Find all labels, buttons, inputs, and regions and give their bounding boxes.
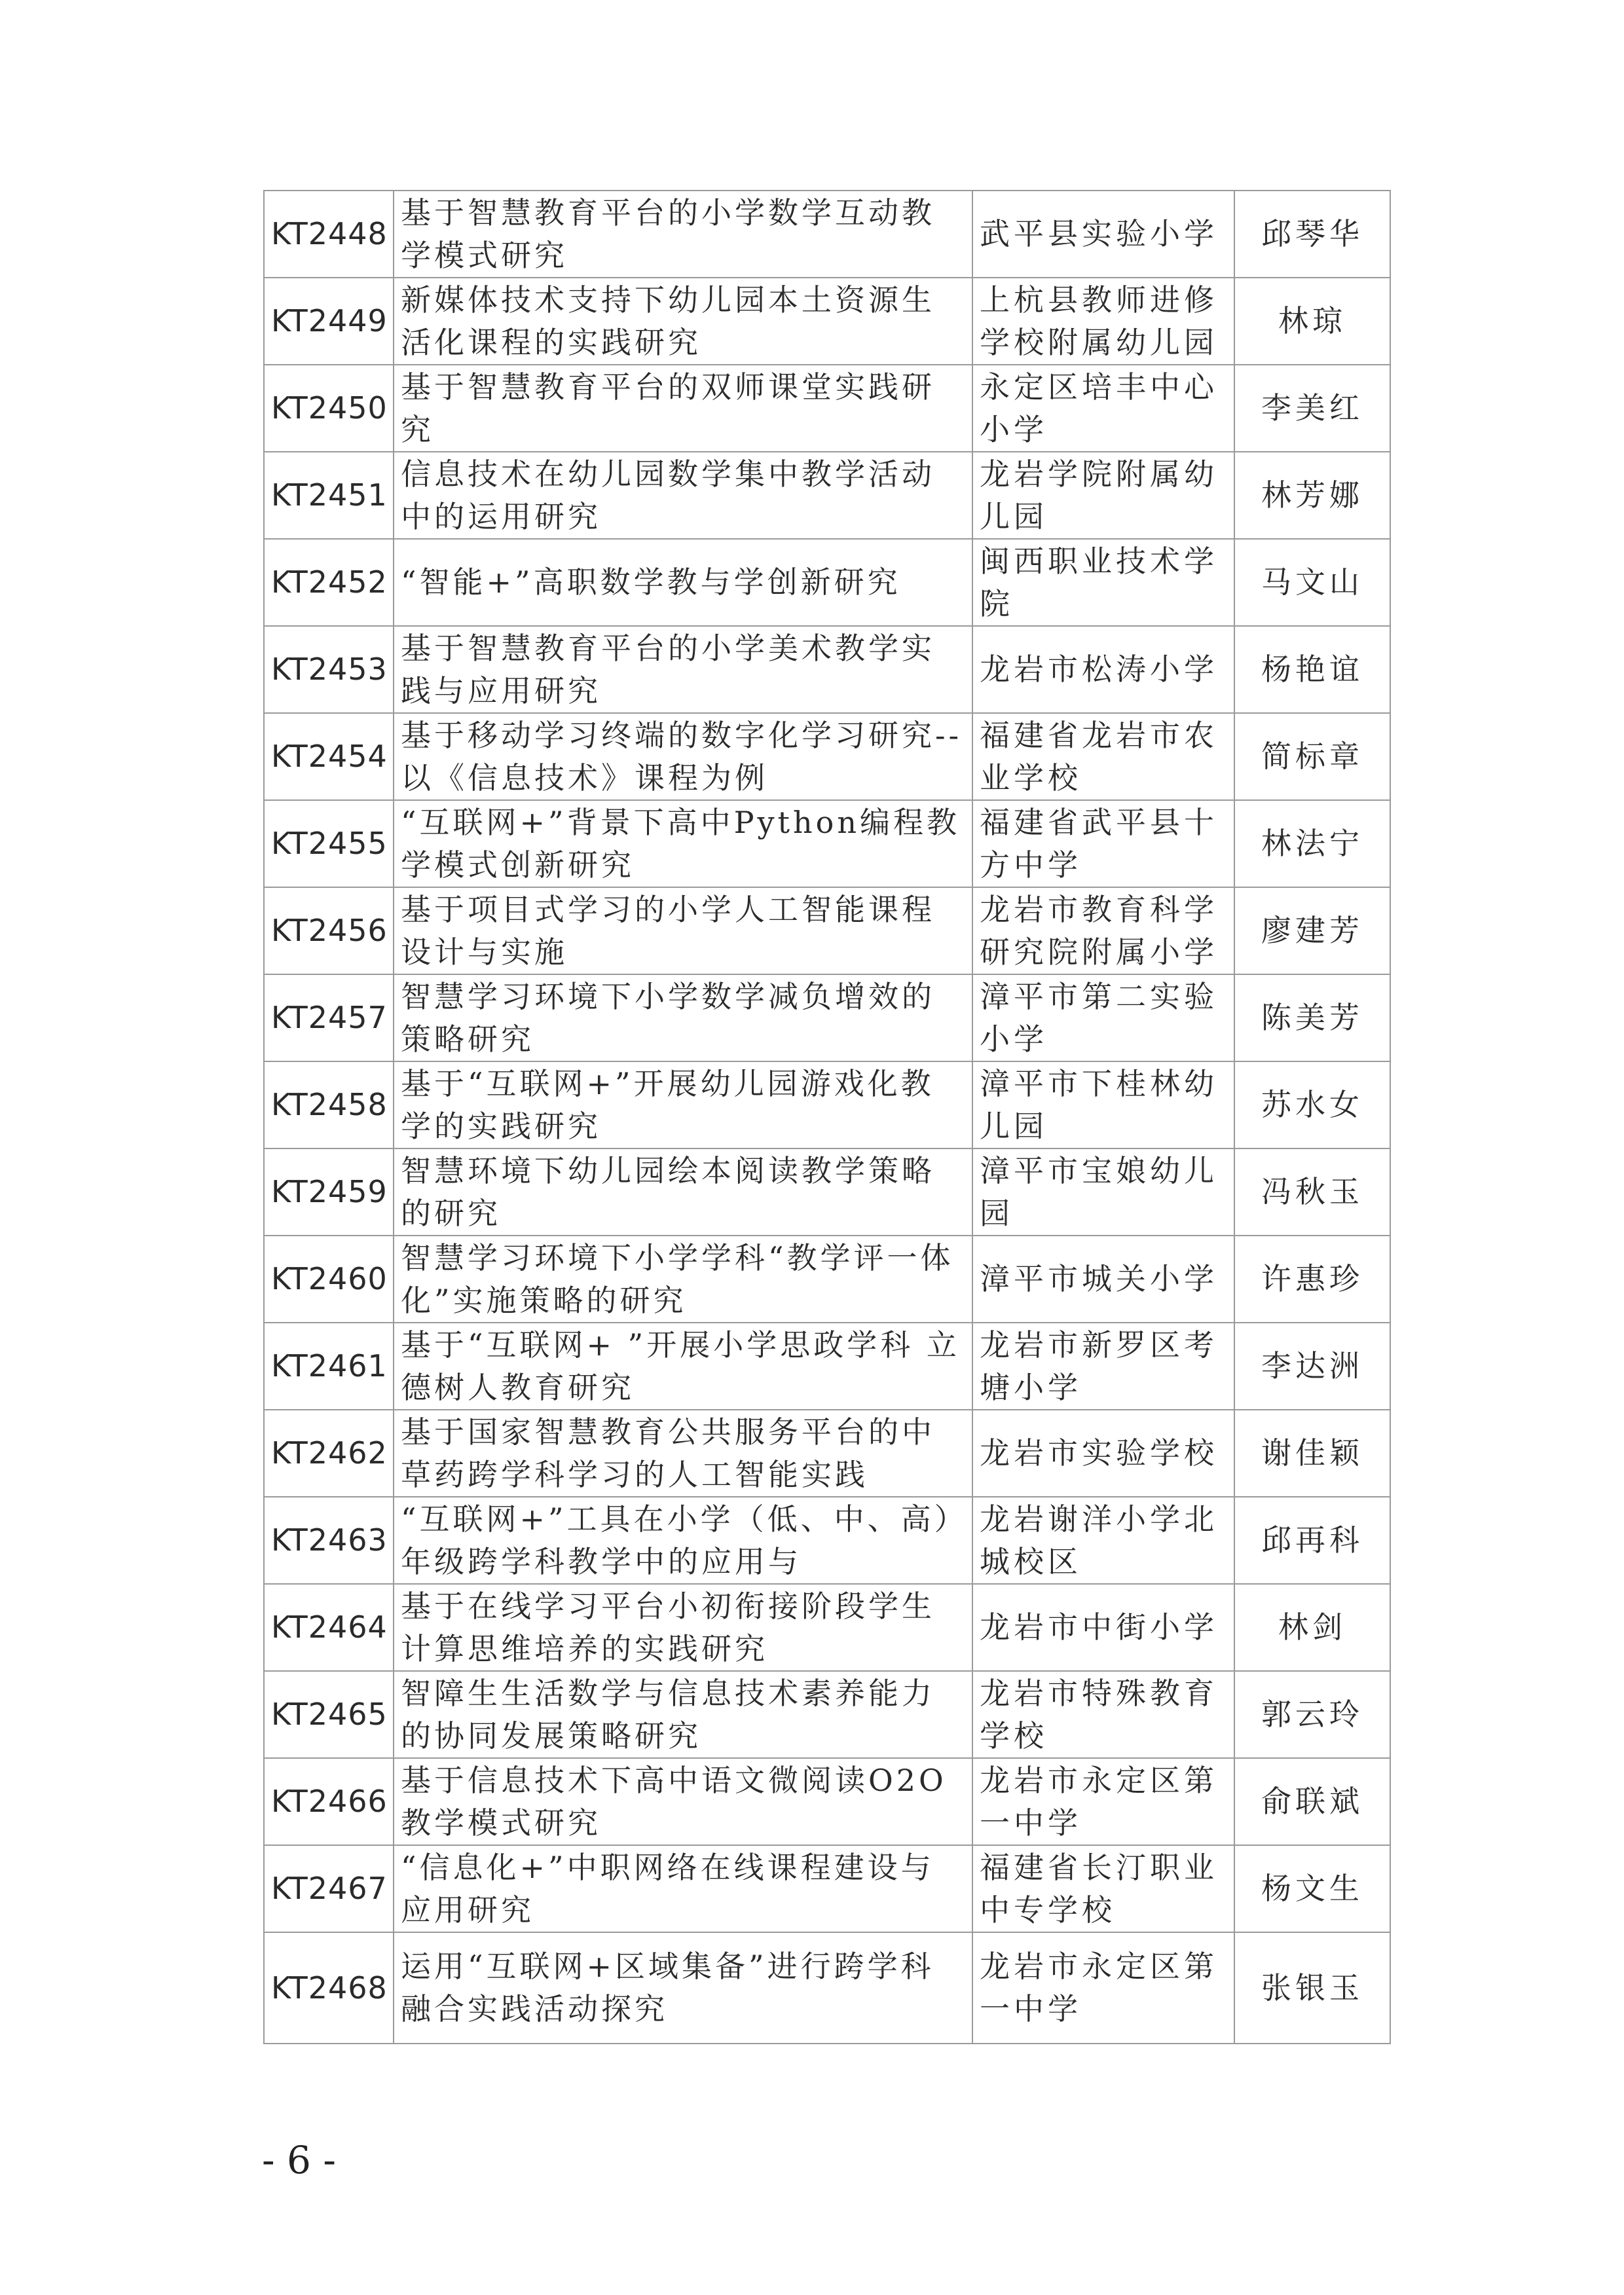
- table-row: [264, 626, 1390, 713]
- project-leader: 郭云玲: [1234, 1671, 1390, 1758]
- project-title: 基于移动学习终端的数字化学习研究--以《信息技术》课程为例: [394, 713, 972, 800]
- table-row: [264, 452, 1390, 539]
- project-id: KT2468: [264, 1932, 394, 2044]
- project-leader: 林芳娜: [1234, 452, 1390, 539]
- project-unit: 永定区培丰中心小学: [972, 365, 1234, 452]
- project-leader: 廖建芳: [1234, 887, 1390, 974]
- table-row: [264, 1148, 1390, 1236]
- project-title: 基于智慧教育平台的小学数学互动教学模式研究: [394, 191, 972, 278]
- project-id: KT2463: [264, 1497, 394, 1584]
- table-row: [264, 1410, 1390, 1497]
- project-title: 基于智慧教育平台的小学美术教学实践与应用研究: [394, 626, 972, 713]
- project-leader: 李达洲: [1234, 1323, 1390, 1410]
- table-row: [264, 1584, 1390, 1671]
- project-unit: 龙岩学院附属幼儿园: [972, 452, 1234, 539]
- project-leader: 邱再科: [1234, 1497, 1390, 1584]
- project-id: KT2448: [264, 191, 394, 278]
- page-number: - 6 -: [262, 2138, 336, 2182]
- project-unit: 龙岩市新罗区考塘小学: [972, 1323, 1234, 1410]
- project-leader: 俞联斌: [1234, 1758, 1390, 1845]
- project-id: KT2454: [264, 713, 394, 800]
- project-id: KT2450: [264, 365, 394, 452]
- project-unit: 龙岩市教育科学研究院附属小学: [972, 887, 1234, 974]
- table-row: [264, 1671, 1390, 1758]
- project-id: KT2452: [264, 539, 394, 626]
- project-unit: 闽西职业技术学院: [972, 539, 1234, 626]
- project-id: KT2449: [264, 278, 394, 365]
- project-title: 智慧学习环境下小学数学减负增效的策略研究: [394, 974, 972, 1061]
- project-leader: 杨文生: [1234, 1845, 1390, 1932]
- project-unit: 龙岩市特殊教育学校: [972, 1671, 1234, 1758]
- project-id: KT2459: [264, 1148, 394, 1236]
- project-unit: 福建省长汀职业中专学校: [972, 1845, 1234, 1932]
- project-id: KT2461: [264, 1323, 394, 1410]
- project-title: 基于信息技术下高中语文微阅读O2O教学模式研究: [394, 1758, 972, 1845]
- project-title: “互联网+”工具在小学（低、中、高）年级跨学科教学中的应用与: [394, 1497, 972, 1584]
- project-id: KT2466: [264, 1758, 394, 1845]
- project-leader: 林琼: [1234, 278, 1390, 365]
- project-leader: 苏水女: [1234, 1061, 1390, 1148]
- table-row: [264, 1497, 1390, 1584]
- project-id: KT2467: [264, 1845, 394, 1932]
- project-unit: 武平县实验小学: [972, 191, 1234, 278]
- table-row: [264, 713, 1390, 800]
- project-title: 新媒体技术支持下幼儿园本土资源生活化课程的实践研究: [394, 278, 972, 365]
- project-unit: 龙岩市松涛小学: [972, 626, 1234, 713]
- project-leader: 林剑: [1234, 1584, 1390, 1671]
- project-title: “信息化+”中职网络在线课程建设与应用研究: [394, 1845, 972, 1932]
- project-unit: 龙岩市实验学校: [972, 1410, 1234, 1497]
- project-title: 基于智慧教育平台的双师课堂实践研究: [394, 365, 972, 452]
- project-id: KT2453: [264, 626, 394, 713]
- project-leader: 李美红: [1234, 365, 1390, 452]
- project-id: KT2458: [264, 1061, 394, 1148]
- project-unit: 福建省龙岩市农业学校: [972, 713, 1234, 800]
- table-row: [264, 1323, 1390, 1410]
- table-row: [264, 365, 1390, 452]
- project-leader: 林法宁: [1234, 800, 1390, 887]
- table-row: [264, 1932, 1390, 2044]
- table-row: [264, 278, 1390, 365]
- project-leader: 张银玉: [1234, 1932, 1390, 2044]
- table-row: [264, 191, 1390, 278]
- project-title: 基于“互联网+”开展幼儿园游戏化教学的实践研究: [394, 1061, 972, 1148]
- project-unit: 龙岩市永定区第一中学: [972, 1758, 1234, 1845]
- project-title: 基于在线学习平台小初衔接阶段学生计算思维培养的实践研究: [394, 1584, 972, 1671]
- project-title: 智慧学习环境下小学学科“教学评一体化”实施策略的研究: [394, 1236, 972, 1323]
- project-unit: 福建省武平县十方中学: [972, 800, 1234, 887]
- project-unit: 漳平市城关小学: [972, 1236, 1234, 1323]
- project-title: 基于国家智慧教育公共服务平台的中草药跨学科学习的人工智能实践: [394, 1410, 972, 1497]
- table-row: [264, 800, 1390, 887]
- project-unit: 龙岩谢洋小学北城校区: [972, 1497, 1234, 1584]
- project-title: 智障生生活数学与信息技术素养能力的协同发展策略研究: [394, 1671, 972, 1758]
- table-row: [264, 887, 1390, 974]
- project-leader: 陈美芳: [1234, 974, 1390, 1061]
- project-id: KT2455: [264, 800, 394, 887]
- project-leader: 杨艳谊: [1234, 626, 1390, 713]
- project-id: KT2451: [264, 452, 394, 539]
- table-row: [264, 1236, 1390, 1323]
- project-title: 基于项目式学习的小学人工智能课程设计与实施: [394, 887, 972, 974]
- project-id: KT2457: [264, 974, 394, 1061]
- project-leader: 简标章: [1234, 713, 1390, 800]
- project-unit: 漳平市宝娘幼儿园: [972, 1148, 1234, 1236]
- project-id: KT2456: [264, 887, 394, 974]
- project-title: 基于“互联网+ ”开展小学思政学科 立德树人教育研究: [394, 1323, 972, 1410]
- project-leader: 马文山: [1234, 539, 1390, 626]
- project-unit: 龙岩市永定区第一中学: [972, 1932, 1234, 2044]
- project-id: KT2460: [264, 1236, 394, 1323]
- project-unit: 漳平市第二实验小学: [972, 974, 1234, 1061]
- project-leader: 谢佳颖: [1234, 1410, 1390, 1497]
- project-title: “智能+”高职数学教与学创新研究: [394, 539, 972, 626]
- table-row: [264, 1845, 1390, 1932]
- project-table: [263, 190, 1391, 2044]
- project-title: 信息技术在幼儿园数学集中教学活动中的运用研究: [394, 452, 972, 539]
- project-id: KT2465: [264, 1671, 394, 1758]
- project-unit: 漳平市下桂林幼儿园: [972, 1061, 1234, 1148]
- project-title: 运用“互联网+区域集备”进行跨学科融合实践活动探究: [394, 1932, 972, 2044]
- project-leader: 许惠珍: [1234, 1236, 1390, 1323]
- project-title: “互联网+”背景下高中Python编程教学模式创新研究: [394, 800, 972, 887]
- table-row: [264, 974, 1390, 1061]
- project-unit: 龙岩市中街小学: [972, 1584, 1234, 1671]
- table-row: [264, 1758, 1390, 1845]
- table-row: [264, 1061, 1390, 1148]
- table-row: [264, 539, 1390, 626]
- project-title: 智慧环境下幼儿园绘本阅读教学策略的研究: [394, 1148, 972, 1236]
- project-leader: 冯秋玉: [1234, 1148, 1390, 1236]
- project-leader: 邱琴华: [1234, 191, 1390, 278]
- project-unit: 上杭县教师进修学校附属幼儿园: [972, 278, 1234, 365]
- project-id: KT2462: [264, 1410, 394, 1497]
- project-id: KT2464: [264, 1584, 394, 1671]
